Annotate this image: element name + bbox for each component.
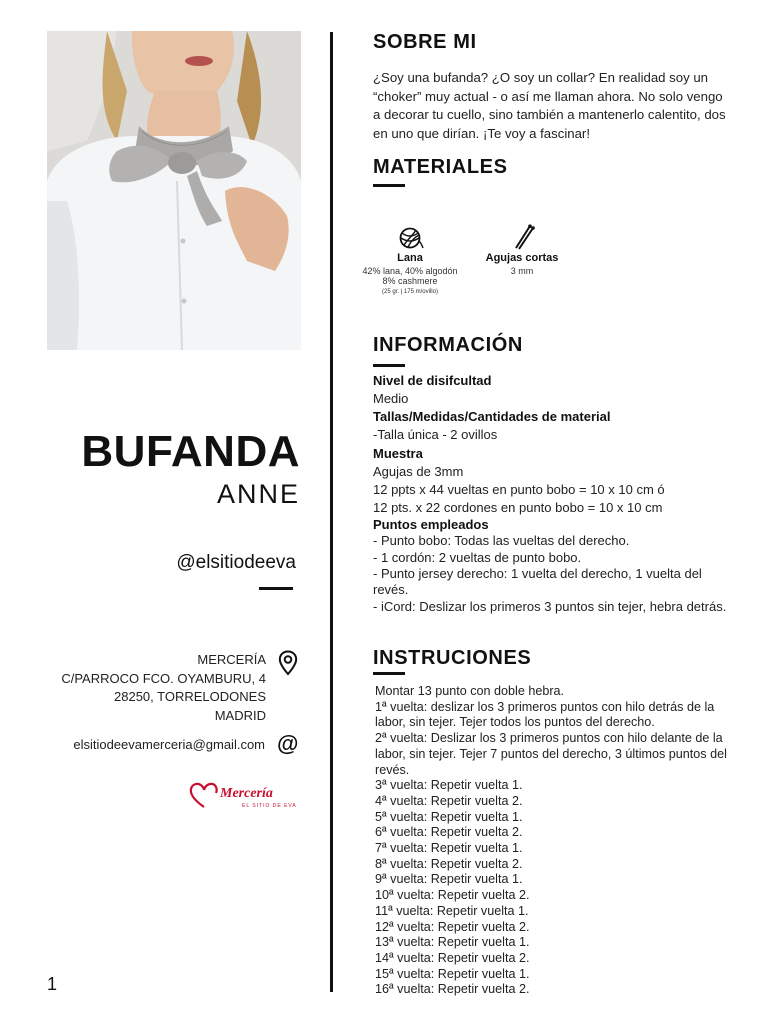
logo-tagline: EL SITIO DE EVA — [242, 803, 297, 809]
store-address — [40, 651, 266, 725]
instruction-line: 12ª vuelta: Repetir vuelta 2. — [375, 919, 530, 934]
heading-informacion: INFORMACIÓN — [373, 334, 523, 356]
address-line: 28250, TORRELODONES — [114, 689, 266, 704]
instruction-line: 8ª vuelta: Repetir vuelta 2. — [375, 856, 523, 871]
info-value: - Punto bobo: Todas las vueltas del derecho. — [373, 533, 630, 549]
material-desc: 8% cashmere — [382, 276, 438, 286]
map-pin-icon — [278, 650, 298, 681]
instruction-line: 13ª vuelta: Repetir vuelta 1. — [375, 935, 530, 950]
material-desc: 3 mm — [510, 266, 534, 276]
instruction-line: 9ª vuelta: Repetir vuelta 1. — [375, 872, 523, 887]
material-label-lana: Lana — [397, 252, 423, 264]
address-line: MERCERÍA — [197, 652, 266, 667]
info-label: Nivel de disifcultad — [373, 373, 492, 388]
info-value: 12 pts. x 22 cordones en punto bobo = 10 x 10 cm — [373, 500, 663, 516]
handle-underline — [259, 587, 293, 590]
heading-underline — [373, 672, 405, 675]
heading-instrucciones: INSTRUCIONES — [373, 647, 532, 669]
social-handle[interactable]: @elsitiodeeva — [176, 552, 296, 573]
vertical-divider — [330, 32, 333, 992]
heart-logo-icon — [188, 780, 220, 810]
instruction-line: Montar 13 punto con doble hebra. — [375, 684, 565, 698]
pattern-title: BUFANDA — [81, 427, 300, 476]
info-label: Tallas/Medidas/Cantidades de material — [373, 409, 611, 425]
heading-underline — [373, 184, 405, 187]
instruction-line: 7ª vuelta: Repetir vuelta 1. — [375, 841, 523, 856]
knitting-needles-icon — [511, 224, 535, 255]
instruction-line: 6ª vuelta: Repetir vuelta 2. — [375, 825, 523, 840]
page-number: 1 — [47, 974, 58, 994]
sobre-mi-text: ¿Soy una bufanda? ¿O soy un collar? En realidad soy un “choker” muy actual - o así me llaman ahora. No solo vengo a decorar tu cuello, sino también a mantenerlo calentito, dos en uno que dirían. ¡Te voy a fascinar! — [373, 70, 726, 141]
instruction-line: 1ª vuelta: deslizar los 3 primeros puntos con hilo detrás de la labor, sin tejer. Tejer todos los puntos del derecho. — [375, 699, 715, 730]
info-value: - iCord: Deslizar los primeros 3 puntos sin tejer, hebra detrás. — [373, 598, 727, 614]
at-sign-icon: @ — [277, 731, 299, 756]
scarf-model-illustration — [47, 31, 301, 350]
instruction-line: 5ª vuelta: Repetir vuelta 1. — [375, 809, 523, 824]
material-label-agujas: Agujas cortas — [485, 252, 559, 264]
instruction-line: 4ª vuelta: Repetir vuelta 2. — [375, 793, 523, 808]
instructions-list — [375, 684, 730, 998]
instruction-line: 3ª vuelta: Repetir vuelta 1. — [375, 778, 523, 793]
instruction-line: 2ª vuelta: Deslizar los 3 primeros puntos con hilo delante de la labor, sin tejer. Tejer 7 puntos del derecho, 3 últimos puntos del revés. — [375, 731, 727, 777]
heading-materiales: MATERIALES — [373, 156, 508, 178]
pattern-subtitle: ANNE — [216, 479, 300, 509]
info-value: -Talla única - 2 ovillos — [373, 427, 498, 443]
information-section — [373, 372, 733, 615]
instruction-line: 14ª vuelta: Repetir vuelta 2. — [375, 950, 530, 965]
info-value: - Punto jersey derecho: 1 vuelta del derecho, 1 vuelta del revés. — [373, 566, 702, 598]
instruction-line: 11ª vuelta: Repetir vuelta 1. — [375, 903, 529, 918]
info-label: Muestra — [373, 445, 423, 461]
address-line: MADRID — [214, 707, 266, 723]
product-photo — [47, 31, 301, 350]
info-value: - 1 cordón: 2 vueltas de punto bobo. — [373, 549, 582, 565]
info-label: Puntos empleados — [373, 517, 489, 533]
email-link[interactable]: elsitiodeevamerceria@gmail.com — [73, 737, 265, 752]
heading-underline — [373, 364, 405, 367]
instruction-line: 15ª vuelta: Repetir vuelta 1. — [375, 966, 530, 981]
merceria-logo — [188, 780, 300, 812]
heading-sobre-mi: SOBRE MI — [373, 31, 477, 53]
address-line: C/PARROCO FCO. OYAMBURU, 4 — [61, 670, 266, 686]
material-desc: (25 gr. | 175 m/ovillo) — [382, 289, 438, 295]
info-value: Medio — [373, 391, 409, 406]
material-desc: 42% lana, 40% algodón — [362, 266, 458, 276]
instruction-line: 16ª vuelta: Repetir vuelta 2. — [375, 982, 530, 997]
info-value: Agujas de 3mm — [373, 463, 464, 479]
logo-wordmark: Mercería — [220, 786, 273, 801]
yarn-ball-icon — [398, 227, 424, 254]
info-value: 12 ppts x 44 vueltas en punto bobo = 10 x 10 cm ó — [373, 481, 665, 497]
instruction-line: 10ª vuelta: Repetir vuelta 2. — [375, 888, 530, 903]
